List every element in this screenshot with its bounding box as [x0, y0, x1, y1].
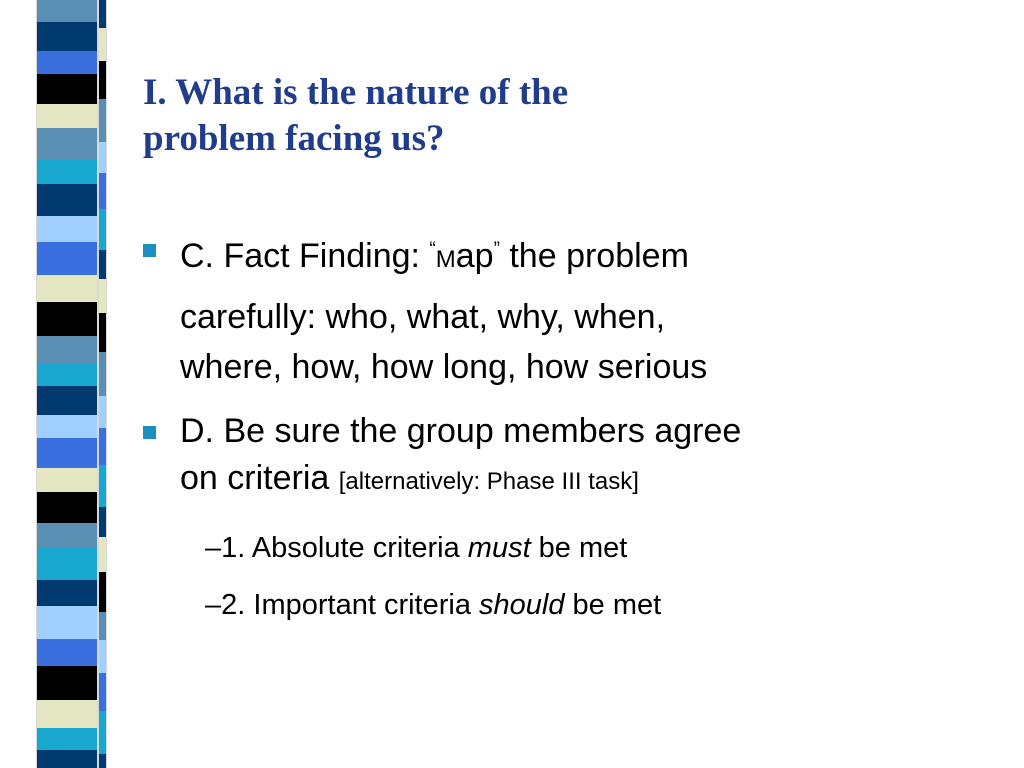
stripe-segment	[98, 507, 107, 537]
stripe-segment	[98, 28, 107, 61]
stripe-segment	[36, 492, 98, 523]
stripe-segment	[98, 572, 107, 612]
stripe-segment	[98, 754, 107, 768]
stripe-segment	[98, 352, 107, 396]
bullet-text	[143, 222, 963, 388]
decorative-stripe-bar	[0, 0, 118, 768]
stripe-segment	[36, 750, 98, 768]
title-line-1: I. What is the nature of the	[143, 72, 569, 113]
bullet-fact-finding	[143, 222, 963, 388]
stripe-segment	[98, 61, 107, 99]
bullet-line	[180, 222, 963, 288]
stripe-segment	[98, 250, 107, 279]
stripe-segment	[36, 523, 98, 548]
stripe-segment	[36, 386, 98, 415]
stripe-segment	[36, 580, 98, 606]
stripe-segment	[98, 612, 107, 640]
bullet-criteria	[143, 404, 963, 502]
stripe-segment	[98, 279, 107, 313]
stripe-segment	[36, 242, 98, 275]
stripe-segment	[36, 302, 98, 336]
emphasis-text: must	[467, 532, 531, 564]
open-quote: “	[429, 239, 436, 260]
stripe-segment	[36, 74, 98, 104]
dash-marker: –	[205, 532, 222, 564]
stripe-segment	[98, 537, 107, 572]
stripe-segment	[36, 606, 98, 639]
stripe-segment	[98, 396, 107, 428]
square-bullet-icon	[143, 244, 156, 257]
stripe-segment	[36, 159, 98, 184]
sub-bullet-text: 1. Absolute criteria	[221, 532, 468, 564]
stripe-segment	[36, 216, 98, 242]
stripe-segment	[36, 336, 98, 364]
title-line-2: problem facing us?	[143, 118, 445, 159]
stripe-segment	[98, 0, 107, 28]
stripe-segment	[36, 22, 98, 51]
stripe-segment	[36, 104, 98, 128]
bullet-line: carefully: who, what, why, when,	[180, 298, 666, 336]
stripe-segment	[98, 173, 107, 209]
sub-bullet-important	[205, 585, 965, 625]
stripe-segment	[36, 364, 98, 386]
dash-marker: –	[205, 589, 222, 621]
stripe-segment	[36, 0, 98, 22]
bullet-text-continued: the problem	[499, 237, 689, 275]
stripe-segment	[98, 209, 107, 250]
slide-title	[143, 70, 843, 162]
stripe-segment	[98, 428, 107, 465]
stripe-segment	[98, 313, 107, 352]
stripe-segment	[36, 468, 98, 492]
close-quote: ”	[493, 239, 500, 260]
sub-bullet-absolute	[205, 528, 965, 568]
stripe-segment	[36, 728, 98, 750]
stripe-segment	[98, 142, 107, 173]
stripe-segment	[36, 548, 98, 580]
bullet-line: D. Be sure the group members agree	[180, 412, 742, 450]
bullet-text	[143, 404, 963, 502]
stripe-segment	[36, 700, 98, 728]
stripe-segment	[36, 639, 98, 666]
stripe-segment	[98, 465, 107, 507]
stripe-segment	[98, 711, 107, 754]
stripe-segment	[36, 438, 98, 468]
stripe-segment	[36, 128, 98, 159]
stripe-segment	[36, 51, 98, 74]
square-bullet-icon	[143, 426, 156, 439]
stripe-segment	[36, 184, 98, 216]
stripe-segment	[98, 640, 107, 673]
bullet-aside: [alternatively: Phase III task]	[338, 468, 639, 495]
map-word-initial: M	[435, 246, 456, 273]
stripe-segment	[36, 275, 98, 302]
map-word-rest: ap	[455, 237, 494, 275]
stripe-segment	[36, 666, 98, 700]
bullet-text-main: on criteria	[180, 459, 339, 497]
stripe-segment	[98, 673, 107, 711]
stripe-segment	[98, 99, 107, 142]
emphasis-text: should	[479, 589, 565, 621]
bullet-line	[180, 458, 963, 502]
sub-bullet-text: 2. Important criteria	[221, 589, 480, 621]
stripe-segment	[36, 415, 98, 438]
bullet-label: C. Fact Finding:	[180, 237, 430, 275]
sub-bullet-text: be met	[530, 532, 628, 564]
sub-bullet-text: be met	[564, 589, 662, 621]
bullet-line: where, how, how long, how serious	[180, 348, 708, 386]
